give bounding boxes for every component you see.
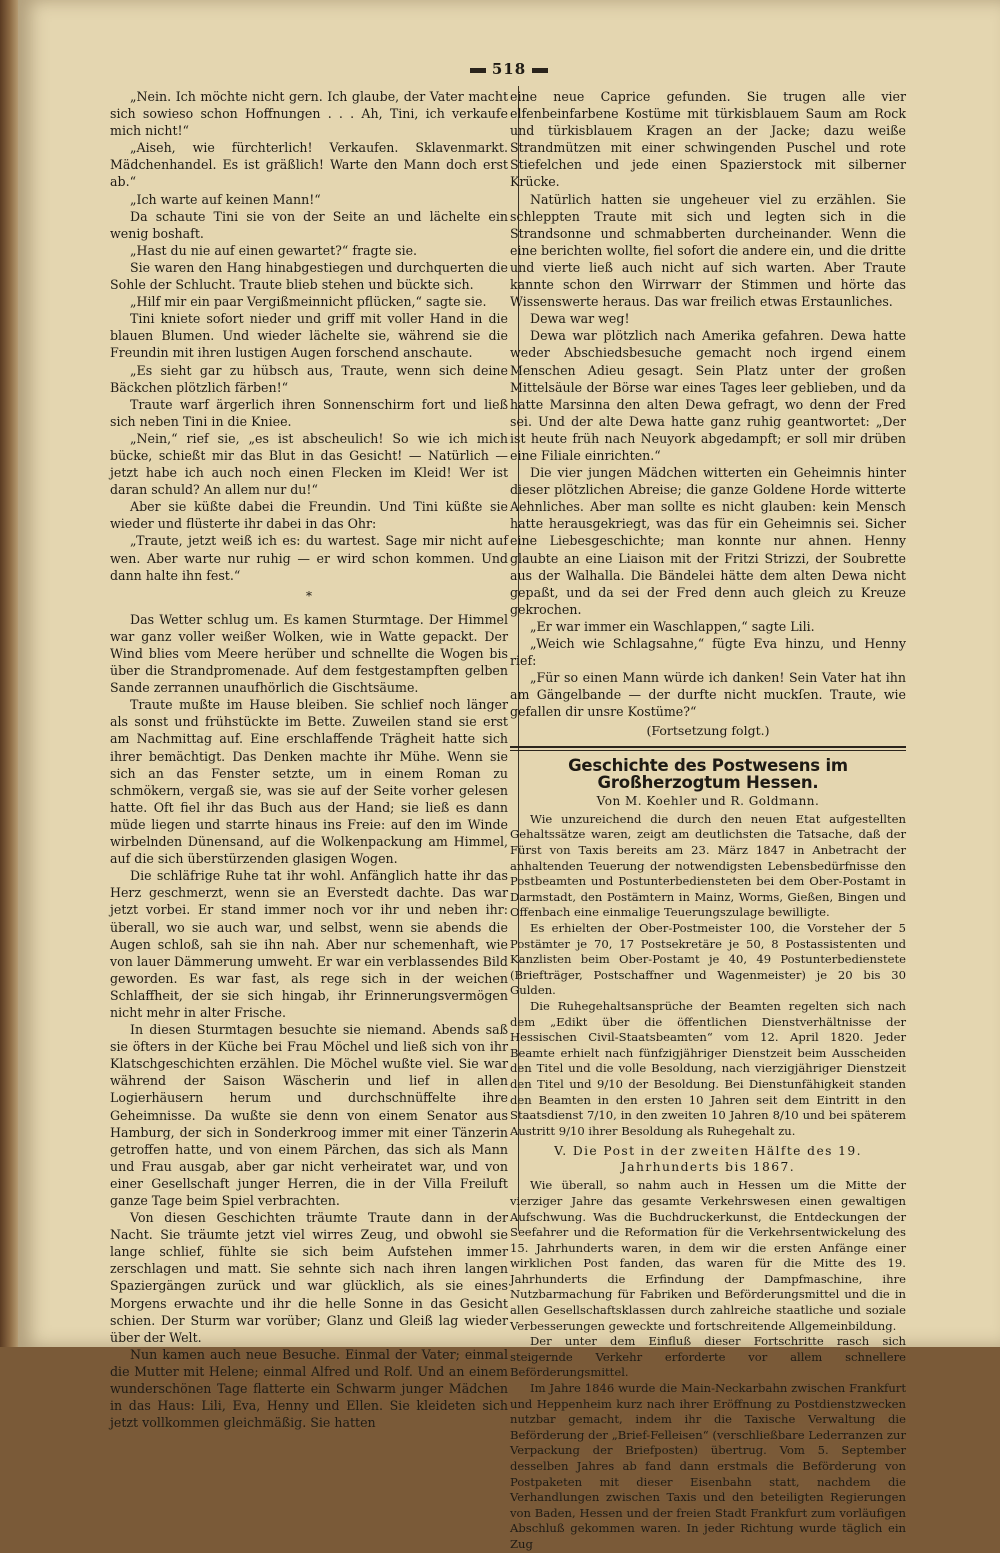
paragraph: „Weich wie Schlagsahne,“ fügte Eva hinzu, und Henny rief: [510,636,906,669]
section-separator-star: * [306,588,312,603]
paragraph: Natürlich hatten sie ungeheuer viel zu erzählen. Sie schleppten Traute mit sich und legten sich in die Strandsonne und schmabberten durcheinander. Wenn die eine berichten wollte, fiel sofort die andere ein, und die dritte und vierte ließ auch nicht auf sich warten. Aber Traute kannte schon den Wirrwarr der Stimmen und hörte das Wissenswerte heraus. Das war freilich etwas Erstaunliches. [510,191,906,310]
paragraph: „Hast du nie auf einen gewartet?“ fragte sie. [130,242,418,258]
article-body-part1 [510,812,906,1139]
paragraph: Die schläfrige Ruhe tat ihr wohl. Anfänglich hatte ihr das Herz geschmerzt, wenn sie an Everstedt dachte. Das war jetzt vorbei. Er stand immer noch vor ihr und neben ihr: überall, wo sie auch war, und selbst, wenn sie abends die Augen schloß, sah sie ihn nah. Aber nur schemenhaft, wie von lauer Dämmerung umweht. Er war ein verblassendes Bild geworden. Es war fast, als rege sich in der weichen Schlaffheit, der sie sich hingab, ihr Erinnerungsvermögen nicht mehr in alter Frische. [110,868,508,1020]
paragraph: „Aiseh, wie fürchterlich! Verkaufen. Sklavenmarkt. Mädchenhandel. Es ist gräßlich! Warte den Mann doch erst ab.“ [110,140,508,190]
paragraph: Traute warf ärgerlich ihren Sonnenschirm fort und ließ sich neben Tini in die Kniee. [110,396,508,429]
paragraph: „Er war immer ein Waschlappen,“ sagte Lili. [530,618,815,634]
page-number [18,60,1000,78]
paragraph: Das Wetter schlug um. Es kamen Sturmtage. Der Himmel war ganz voller weißer Wolken, wie in Watte gepackt. Der Wind blies vom Meere herüber und schnellte die Wogen bis über die Strandpromenade. Auf dem festgestampften gelben Sande zerrannen unaufhörlich die Gischtsäume. [110,611,508,696]
continuation-note: (Fortsetzung folgt.) [646,723,770,739]
paragraph: Es erhielten der Ober-Postmeister 100, die Vorsteher der 5 Postämter je 70, 17 Postsekretäre je 50, 8 Postassistenten und Kanzlisten beim Ober-Postamt je 40, 49 Postunterbedienstete (Briefträger, Postschaffner und Wagenmeister) je 20 bis 30 Gulden. [510,921,906,998]
paragraph: „Nein,“ rief sie, „es ist abscheulich! So wie ich mich bücke, schießt mir das Blut in das Gesicht! — Natürlich — jetzt habe ich auch noch einen Flecken im Kleid! Wer ist daran schuld? An allem nur du!“ [110,430,508,498]
article-body-part2 [510,1178,906,1552]
paragraph: Wie überall, so nahm auch in Hessen um die Mitte der vierziger Jahre das gesamte Verkehrswesen einen gewaltigen Aufschwung. Was die Buchdruckerkunst, die Entdeckungen der Seefahrer und die Reformation für die Verkehrsentwickelung des 15. Jahrhunderts waren, in dem wir die ersten Anfänge einer wirklichen Post fanden, das waren für die Mitte des 19. Jahrhunderts die Erfindung der Dampfmaschine, ihre Nutzbarmachung für Fabriken und Beförderungsmittel und die in allen Gesellschaftsklassen durch zahlreiche staatliche und soziale Verbesserungen geweckte und fortschreitende Allgemeinbildung. [510,1178,906,1333]
paragraph: eine neue Caprice gefunden. Sie trugen alle vier elfenbeinfarbene Kostüme mit türkisblauem Saum am Rock und türkisblauem Kragen an der Jacke; dazu weiße Strandmützen mit einer schwingenden Puschel und rote Stiefelchen und jede einen Spazierstock mit silberner Krücke. [510,89,906,190]
paragraph: Sie waren den Hang hinabgestiegen und durchquerten die Sohle der Schlucht. Traute blieb stehen und bückte sich. [110,259,508,293]
paragraph: Dewa war plötzlich nach Amerika gefahren. Dewa hatte weder Abschiedsbesuche gemacht noch irgend einem Menschen Adieu gesagt. Sein Platz unter der großen Mittelsäule der Börse war eines Tages leer geblieben, und da hatte Marsinna den alten Dewa gefragt, wo denn der Fred sei. Und der alte Dewa hatte ganz ruhig geantwortet: „Der ist heute früh nach Neuyork abgedampft; er soll mir drüben eine Filiale einrichten.“ [510,328,906,463]
paragraph: Nun kamen auch neue Besuche. Einmal der Vater; einmal die Mutter mit Helene; einmal Alfred und Rolf. Und an einem wunderschönen Tage flatterte ein Schwarm junger Mädchen in das Haus: Lili, Eva, Henny und Ellen. Sie kleideten sich jetzt vollkommen gleichmäßig. Sie hatten [110,1346,508,1431]
paragraph: „Ich warte auf keinen Mann!“ [130,191,321,207]
section-rule [510,746,906,751]
paragraph: Wie unzureichend die durch den neuen Etat aufgestellten Gehaltssätze waren, zeigt am deutlichsten die Tatsache, daß der Fürst von Taxis bereits am 23. März 1847 in Anbetracht der anhaltenden Teuerung der notwendigsten Lebensbedürfnisse den Postbeamten und Postunterbediensteten bei dem Ober-Postamt in Darmstadt, den Postämtern in Mainz, Worms, Gießen, Bingen und Offenbach eine einmalige Teuerungszulage bewilligte. [510,811,906,920]
paragraph: „Es sieht gar zu hübsch aus, Traute, wenn sich deine Bäckchen plötzlich färben!“ [110,362,508,395]
story-continuation [510,88,906,720]
article-byline: Von M. Koehler und R. Goldmann. [596,793,820,808]
paragraph: Die vier jungen Mädchen witterten ein Geheimnis hinter dieser plötzlichen Abreise; die ganze Goldene Horde witterte Aehnliches. Aber man sollte es nicht glauben: kein Mensch hatte herausgekriegt, was das für ein Geheimnis sei. Sicher eine Liebesgeschichte; man konnte nur ahnen. Henny glaubte an eine Liaison mit der Fritzi Strizzi, der Soubrette aus der Walhalla. Die Bändelei hätte dem alten Dewa nicht gepaßt, und da sei der Fred denn auch gleich zu Kreuze gekrochen. [510,465,906,617]
page-number-text: 518 [491,60,527,78]
paragraph: Von diesen Geschichten träumte Traute dann in der Nacht. Sie träumte jetzt viel wirres Zeug, und obwohl sie lange schlief, fühlte sie sich beim Aufstehen immer zerschlagen und matt. Sie sehnte sich nach ihren langen Spaziergängen zurück und war glücklich, als sie eines Morgens erwachte und ihr die helle Sonne in das Gesicht schien. Der Sturm war vorüber; Glanz und Gleiß lag wieder über der Welt. [110,1210,508,1345]
right-column [510,88,906,1553]
paragraph: „Hilf mir ein paar Vergißmeinnicht pflücken,“ sagte sie. [130,294,487,310]
paragraph: Der unter dem Einfluß dieser Fortschritte rasch sich steigernde Verkehr erforderte vor allem schnellere Beförderungsmittel. [510,1334,906,1380]
paragraph: In diesen Sturmtagen besuchte sie niemand. Abends saß sie öfters in der Küche bei Frau Möchel und ließ sich von ihr Klatschgeschichten erzählen. Die Möchel wußte viel. Sie war während der Saison Wäscherin und lief in allen Logierhäusern herum und durchschnüffelte ihre Geheimnisse. Da wußte sie denn von einem Senator aus Hamburg, der sich in Sonderkroog immer mit einer Tänzerin getroffen hatte, und von einem Pärchen, das sich als Mann und Frau ausgab, aber gar nicht verheiratet war, und von einer Gesellschaft junger Herren, die in der Villa Freiluft ganze Tage beim Spiel verbrachten. [110,1022,508,1208]
paragraph: Da schaute Tini sie von der Seite an und lächelte ein wenig boshaft. [110,208,508,241]
paragraph: „Nein. Ich möchte nicht gern. Ich glaube, der Vater macht sich sowieso schon Hoffnungen . . . Ah, Tini, ich verkaufe mich nicht!“ [110,89,508,139]
paragraph: Die Ruhegehaltsansprüche der Beamten regelten sich nach dem „Edikt über die öffentlichen Dienstverhältnisse der Hessischen Civil-Staatsbeamten“ vom 12. April 1820. Jeder Beamte erhielt nach fünfzigjähriger Dienstzeit beim Ausscheiden den Titel und die volle Besoldung, nach vierzigjähriger Dienstzeit den Titel und 9/10 der Besoldung. Bei Dienstunfähigkeit standen den Beamten in den ersten 10 Jahren seit dem Eintritt in den Staatsdienst 7/10, in den zweiten 10 Jahren 8/10 und bei späterem Austritt 9/10 ihrer Besoldung als Ruhegehalt zu. [510,998,906,1138]
paragraph: Dewa war weg! [530,311,630,327]
paragraph: „Traute, jetzt weiß ich es: du wartest. Sage mir nicht auf wen. Aber warte nur ruhig — er wird schon kommen. Und dann halte ihn fest.“ [110,533,508,583]
ornament-left [470,68,486,73]
article-title: Geschichte des Postwesens im Großherzogtum Hessen. [568,755,848,792]
paragraph: „Für so einen Mann würde ich danken! Sein Vater hat ihn am Gängelbande — der durfte nicht muckſen. Traute, wie gefallen dir unsre Kostüme?“ [510,670,906,720]
ornament-right [532,68,548,73]
newspaper-page [18,0,1000,1551]
paragraph: Tini kniete sofort nieder und griff mit voller Hand in die blauen Blumen. Und wieder lächelte sie, während sie die Freundin mit ihren lustigen Augen forschend anschaute. [110,311,508,361]
paragraph: Im Jahre 1846 wurde die Main-Neckarbahn zwischen Frankfurt und Heppenheim kurz nach ihrer Eröffnung zu Postdienstzwecken nutzbar gemacht, indem ihr die Taxische Verwaltung die Beförderung der „Brief-Felleisen“ (verschließbare Lederranzen zur Verpackung der Briefposten) übertrug. Vom 5. September desselben Jahres ab fand dann erstmals die Beförderung von Postpaketen mit dieser Eisenbahn statt, nachdem die Verhandlungen zwischen Taxis und den beteiligten Regierungen von Baden, Hessen und der freien Stadt Frankfurt zum vorläufigen Abschluß gekommen waren. In jeder Richtung wurde täglich ein Zug [510,1381,906,1551]
paragraph: Aber sie küßte dabei die Freundin. Und Tini küßte sie wieder und flüsterte ihr dabei in das Ohr: [110,499,508,532]
section-heading: V. Die Post in der zweiten Hälfte des 19. Jahrhunderts bis 1867. [554,1144,862,1175]
paragraph: Traute mußte im Hause bleiben. Sie schlief noch länger als sonst und frühstückte im Bette. Zuweilen stand sie erst am Nachmittag auf. Eine erschlaffende Trägheit hatte sich ihrer bemächtigt. Das Denken machte ihr Mühe. Wenn sie sich an das Fenster setzte, um in einem Roman zu schmökern, vergaß sie, was sie auf der Seite vorher gelesen hatte. Oft fiel ihr das Buch aus der Hand; sie ließ es dann müde liegen und starrte hinaus ins Freie: auf den im Winde wirbelnden Dünensand, auf die Wolkenpackung am Himmel, auf die sich überstürzenden glasigen Wogen. [110,697,508,867]
left-column [110,88,508,1431]
book-binding [0,0,18,1347]
